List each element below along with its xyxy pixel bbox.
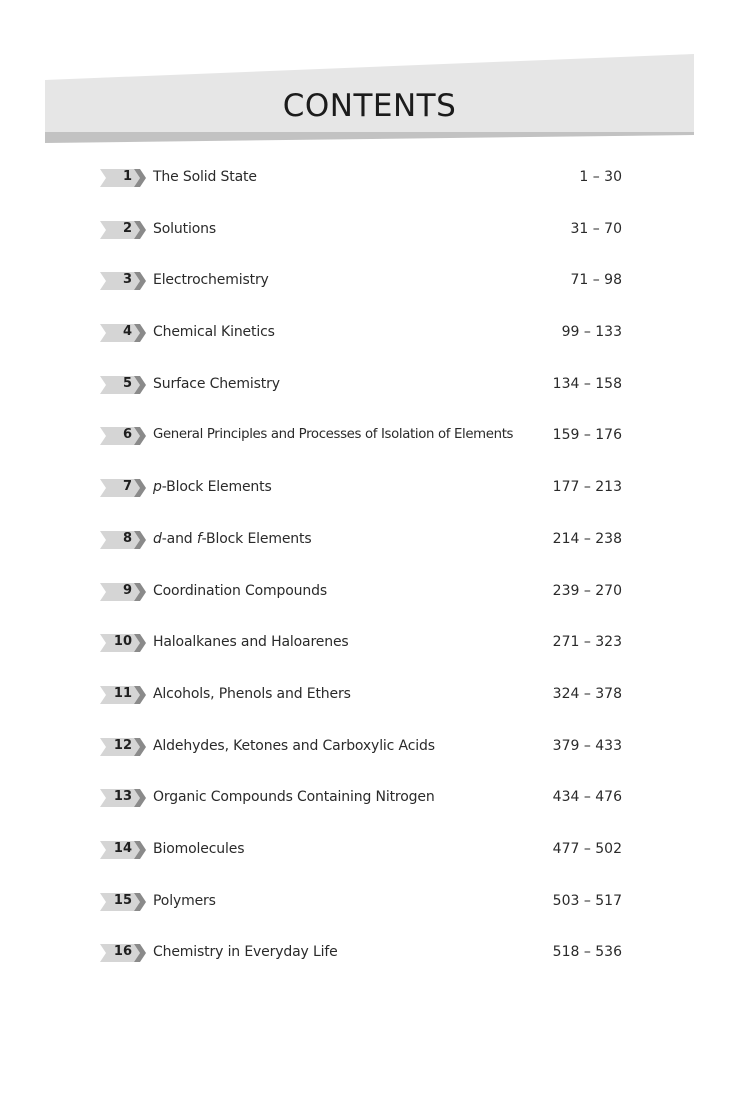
chapter-title: Surface Chemistry: [153, 375, 280, 392]
chapter-number: 14: [113, 840, 132, 856]
toc-entry-5[interactable]: [100, 372, 640, 424]
chapter-number: 7: [122, 479, 132, 495]
page-range: 434 – 476: [552, 789, 622, 806]
chapter-title-italic-prefix: d: [153, 530, 162, 547]
toc-entry-7[interactable]: [100, 475, 640, 527]
chapter-title: Polymers: [153, 892, 216, 909]
chapter-title-italic-prefix-2: f: [196, 530, 202, 547]
chapter-number: 5: [122, 375, 132, 391]
page-range: 1 – 30: [579, 169, 622, 185]
chapter-number-badge: [100, 942, 146, 964]
page-range: 271 – 323: [552, 634, 622, 651]
chapter-number: 1: [122, 169, 132, 184]
toc-entry-12[interactable]: [100, 734, 640, 786]
page-range: 324 – 378: [552, 685, 622, 702]
chapter-number-badge: [100, 322, 146, 344]
chapter-number: 8: [122, 530, 132, 546]
toc-entry-8[interactable]: [100, 527, 640, 579]
chapter-number-badge: [100, 477, 146, 499]
chapter-number-badge: [100, 167, 146, 189]
chapter-title: Organic Compounds Containing Nitrogen: [153, 789, 435, 806]
toc-entry-6[interactable]: [100, 423, 640, 475]
toc-entry-16[interactable]: [100, 940, 640, 992]
toc-entry-1[interactable]: [100, 165, 640, 217]
page-range: 134 – 158: [552, 375, 622, 392]
chapter-number: 16: [113, 944, 132, 960]
chapter-number: 12: [113, 737, 132, 753]
chapter-number: 6: [122, 427, 132, 443]
chapter-number: 10: [113, 634, 132, 650]
page-range: 99 – 133: [561, 324, 622, 341]
page-range: 477 – 502: [552, 840, 622, 857]
page-range: 503 – 517: [552, 892, 622, 909]
chapter-number-badge: [100, 270, 146, 292]
chapter-number-badge: [100, 374, 146, 396]
page-range: 239 – 270: [552, 582, 622, 599]
chapter-title: Biomolecules: [153, 840, 245, 857]
page-range: 177 – 213: [552, 479, 622, 496]
chapter-number-badge: [100, 736, 146, 758]
chapter-number-badge: [100, 787, 146, 809]
toc-entry-15[interactable]: [100, 889, 640, 941]
chapter-title: Electrochemistry: [153, 272, 269, 289]
page-range: 159 – 176: [552, 427, 622, 444]
toc-entry-14[interactable]: [100, 837, 640, 889]
chapter-title: Chemistry in Everyday Life: [153, 944, 338, 961]
chapter-title: Coordination Compounds: [153, 582, 327, 599]
chapter-number: 3: [122, 272, 132, 288]
chapter-number: 11: [113, 685, 132, 701]
page-title: CONTENTS: [282, 88, 457, 124]
toc-entry-2[interactable]: [100, 217, 640, 269]
chapter-title: The Solid State: [153, 169, 257, 185]
chapter-title: [153, 531, 312, 547]
chapter-number-badge: [100, 632, 146, 654]
chapter-title: General Principles and Processes of Isolation of Elements: [153, 427, 514, 443]
chapter-number: 15: [113, 892, 132, 908]
page-range: 518 – 536: [552, 944, 622, 961]
chapter-title: Alcohols, Phenols and Ethers: [153, 685, 351, 702]
chapter-title-rest: -Block Elements: [161, 479, 272, 496]
chapter-number-badge: [100, 219, 146, 241]
chapter-title-rest: -Block Elements: [201, 530, 312, 547]
chapter-title-italic-prefix: p: [153, 479, 162, 496]
chapter-title: Aldehydes, Ketones and Carboxylic Acids: [153, 737, 435, 754]
chapter-number: 4: [122, 324, 132, 340]
chapter-number-badge: [100, 839, 146, 861]
chapter-number-badge: [100, 529, 146, 551]
chapter-number-badge: [100, 891, 146, 913]
chapter-number-badge: [100, 684, 146, 706]
toc-entry-10[interactable]: [100, 630, 640, 682]
chapter-title: [153, 479, 272, 495]
toc-entry-4[interactable]: [100, 320, 640, 372]
toc-entry-11[interactable]: [100, 682, 640, 734]
chapter-number-badge: [100, 425, 146, 447]
contents-header-banner: [45, 54, 694, 143]
chapter-title-mid: -and: [161, 530, 197, 547]
chapter-title: Haloalkanes and Haloarenes: [153, 634, 349, 651]
chapter-title: Solutions: [153, 220, 216, 237]
chapter-number-badge: [100, 581, 146, 603]
page-range: 379 – 433: [552, 737, 622, 754]
table-of-contents: [100, 165, 640, 992]
page-range: 214 – 238: [552, 530, 622, 547]
page-range: 71 – 98: [570, 272, 622, 289]
chapter-title: Chemical Kinetics: [153, 324, 275, 341]
page-range: 31 – 70: [570, 220, 622, 237]
chapter-number: 2: [122, 220, 132, 236]
toc-entry-9[interactable]: [100, 579, 640, 631]
chapter-number: 9: [122, 582, 132, 598]
toc-entry-3[interactable]: [100, 268, 640, 320]
toc-entry-13[interactable]: [100, 785, 640, 837]
chapter-number: 13: [113, 789, 132, 805]
